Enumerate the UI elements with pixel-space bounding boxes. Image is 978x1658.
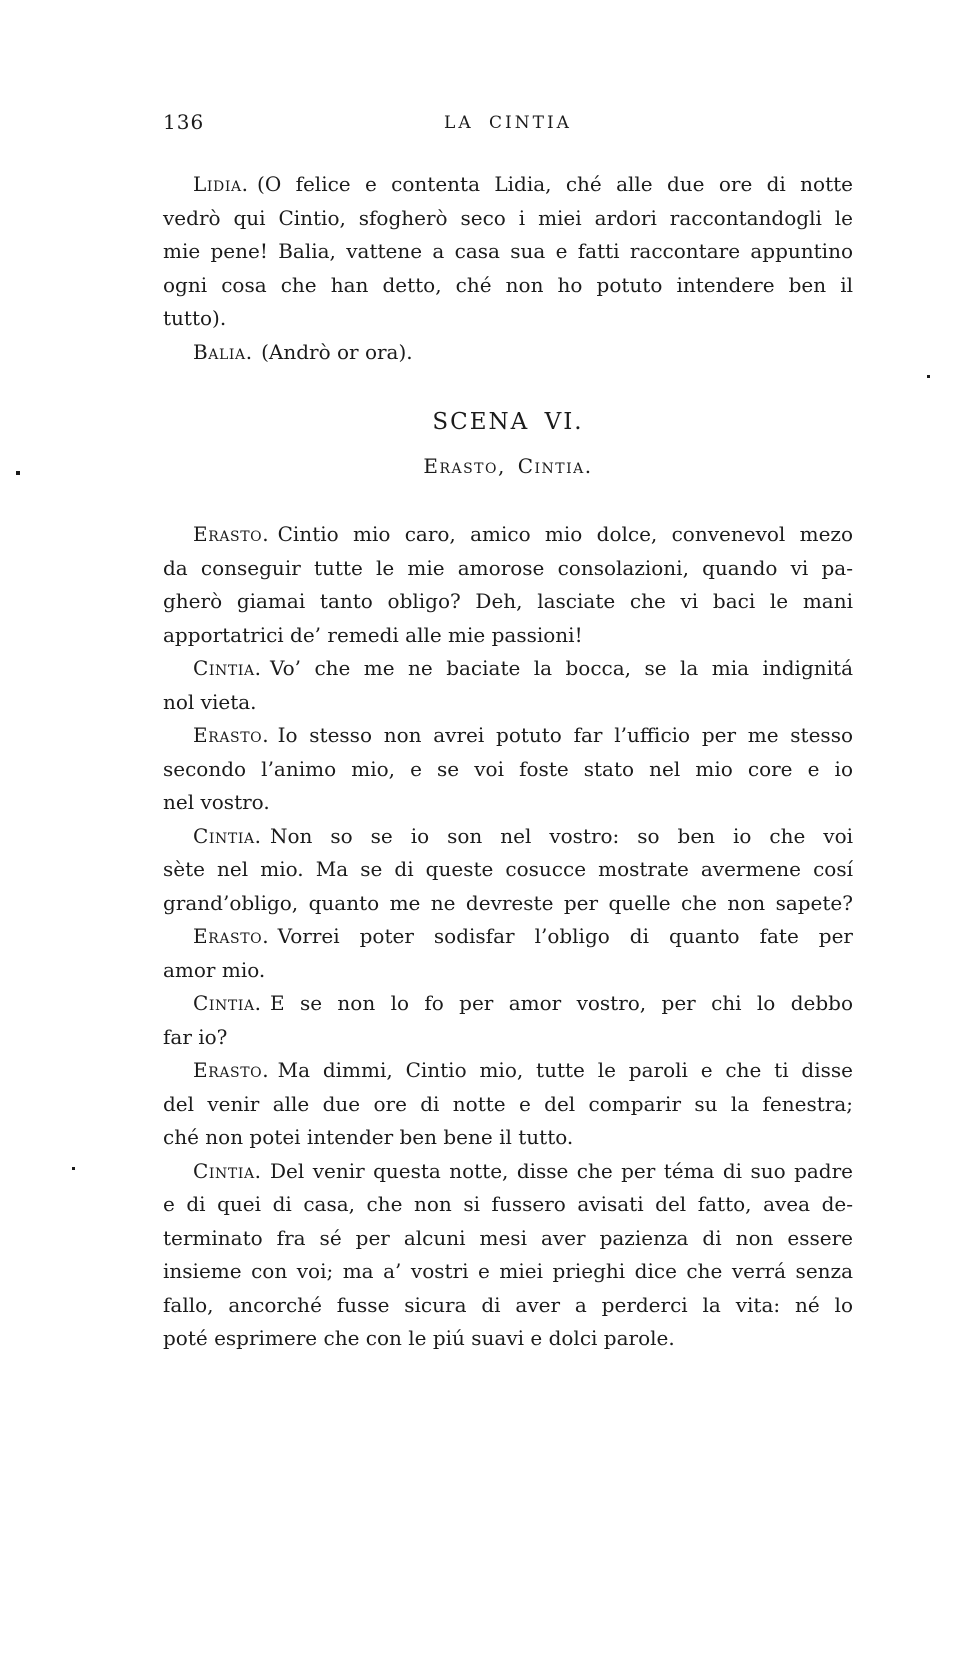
dialog-line: apportatrici de’ remedi alle mie passioni! — [163, 622, 583, 647]
dialog-line-text: (O felice e contenta Lidia, ché alle due ore di notte — [257, 172, 853, 196]
dialog-paragraph-cintia — [163, 652, 853, 719]
scan-speck — [927, 375, 930, 378]
dialog-line-text: Vo’ che me ne baciate la bocca, se la mia indignitá — [270, 656, 853, 680]
dialog-line: terminato fra sé per alcuni mesi aver pazienza di non essere — [163, 1225, 853, 1250]
dialog-line — [163, 1054, 853, 1088]
running-title: LA CINTIA — [444, 113, 572, 133]
dialog-line-text: Del venir questa notte, disse che per téma di suo padre — [270, 1158, 853, 1183]
scan-speck — [16, 471, 20, 475]
dialog-line: da conseguir tutte le mie amorose consolazioni, quando vi pa- — [163, 555, 853, 580]
speaker-name: Cintia. — [193, 1158, 262, 1183]
dialog-line-text: Cintio mio caro, amico mio dolce, convenevol mezo — [277, 522, 853, 546]
speaker-name: Cintia. — [193, 991, 262, 1015]
dialog-line: tutto). — [163, 306, 227, 330]
dialog-paragraph-erasto — [163, 518, 853, 652]
dialog-line: far io? — [163, 1024, 228, 1049]
dialog-line — [163, 652, 853, 686]
dialog-line-text: Io stesso non avrei potuto far l’ufficio per me stesso — [277, 723, 853, 747]
speaker-name: Erasto. — [193, 723, 270, 747]
dialog-line-text: Ma dimmi, Cintio mio, tutte le paroli e che ti disse — [277, 1058, 853, 1082]
speaker-name: Lidia. — [193, 172, 249, 196]
dialog-paragraph-erasto — [163, 719, 853, 820]
dialog-line: nol vieta. — [163, 689, 257, 714]
dialog-line — [163, 336, 853, 370]
speaker-name: Erasto. — [193, 1058, 270, 1082]
dialog-line: gherò giamai tanto obligo? Deh, lasciate che vi baci le mani — [163, 589, 853, 613]
dialog-line: poté esprimere che con le piú suavi e dolci parole. — [163, 1326, 675, 1350]
scene-heading: SCENA VI. — [432, 409, 584, 435]
dialog-line — [163, 518, 853, 552]
dialog-line: mie pene! Balia, vattene a casa sua e fatti raccontare appuntino — [163, 239, 853, 263]
dialog-line — [163, 920, 853, 954]
dialog-line: insieme con voi; ma a’ vostri e miei prieghi dice che verrá senza — [163, 1259, 853, 1283]
dialog-paragraph-cintia — [163, 820, 853, 921]
dialog-line: vedrò qui Cintio, sfogherò seco i miei ardori raccontandogli le — [163, 205, 853, 230]
dialog-paragraph-erasto — [163, 920, 853, 987]
dialog-line: secondo l’animo mio, e se voi foste stato nel mio core e io — [163, 756, 853, 781]
scan-speck — [72, 1167, 75, 1170]
dialog-line: grand’obligo, quanto me ne devreste per quelle che non sapete? — [163, 890, 853, 915]
dialog-line-text: (Andrò or ora). — [261, 339, 413, 364]
speaker-name: Erasto. — [193, 522, 270, 546]
scene-dialog-section — [163, 518, 853, 1356]
page-body — [163, 168, 853, 1356]
dialog-paragraph-erasto — [163, 1054, 853, 1155]
dialog-paragraph-cintia — [163, 987, 853, 1054]
speaker-name: Erasto. — [193, 924, 270, 948]
dialog-line — [163, 168, 853, 202]
dialog-line: nel vostro. — [163, 790, 270, 814]
dialog-line — [163, 987, 853, 1021]
dialog-line — [163, 820, 853, 854]
page-header — [163, 110, 853, 138]
dialog-line: e di quei di casa, che non si fussero avisati del fatto, avea de- — [163, 1192, 853, 1216]
dialog-paragraph-lidia — [163, 168, 853, 336]
dialog-line-text: Vorrei poter sodisfar l’obligo di quanto fate per — [277, 924, 853, 948]
dialog-line — [163, 719, 853, 753]
dialog-line — [163, 1155, 853, 1189]
dialog-line: ogni cosa che han detto, ché non ho potuto intendere ben il — [163, 272, 853, 297]
dialog-line: ché non potei intender ben bene il tutto. — [163, 1125, 574, 1149]
dialog-line-text: E se non lo fo per amor vostro, per chi lo debbo — [270, 991, 853, 1015]
dialog-paragraph-cintia — [163, 1155, 853, 1356]
dialog-line-text: Non so se io son nel vostro: so ben io che voi — [270, 823, 853, 848]
dialog-line: amor mio. — [163, 957, 266, 982]
dialog-line: del venir alle due ore di notte e del comparir su la fenestra; — [163, 1091, 853, 1116]
speaker-name: Cintia. — [193, 823, 262, 848]
speaker-name: Cintia. — [193, 656, 262, 680]
dialog-line: sète nel mio. Ma se di queste cosucce mostrate avermene cosí — [163, 857, 853, 881]
speaker-name: Balia. — [193, 339, 253, 364]
page-number: 136 — [163, 110, 205, 134]
dialog-paragraph-balia — [163, 336, 853, 370]
dialog-line: fallo, ancorché fusse sicura di aver a perderci la vita: né lo — [163, 1292, 853, 1317]
scene-characters: Erasto, Cintia. — [423, 454, 593, 478]
